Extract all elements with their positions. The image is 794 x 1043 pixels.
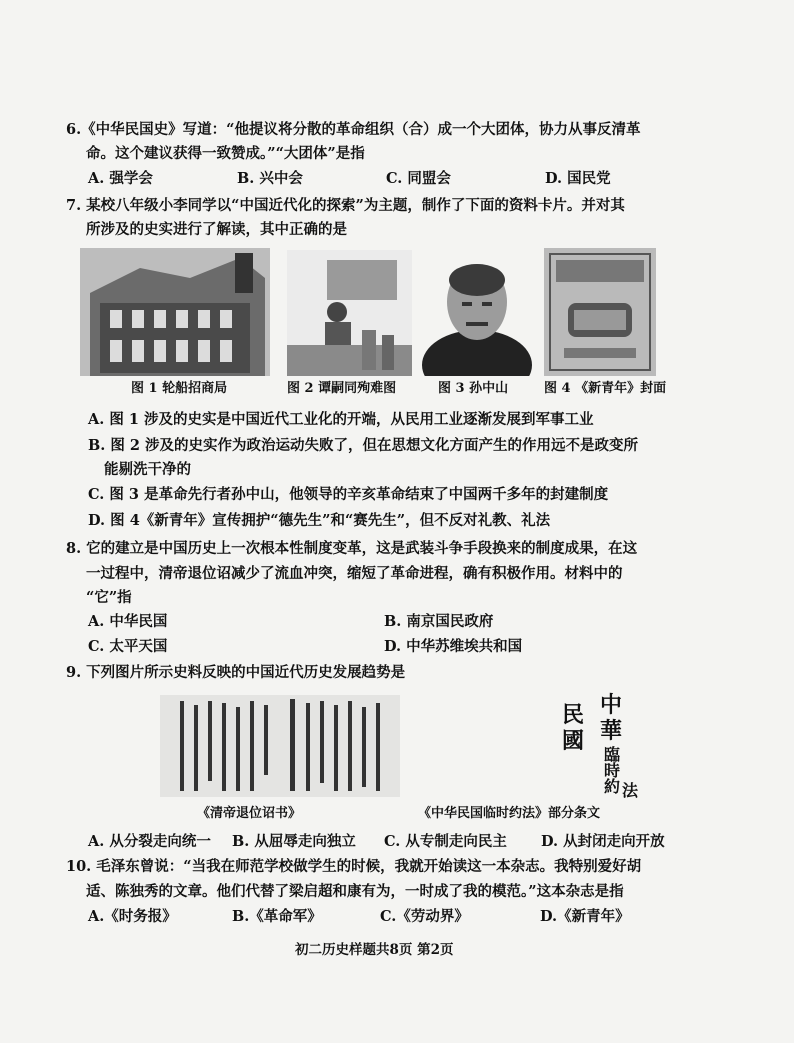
q7-option-a: A. 图 1 涉及的史实是中国近代工业化的开端，从民用工业逐渐发展到军事工业 <box>88 411 594 428</box>
q9-option-b: B. 从屈辱走向独立 <box>232 833 356 850</box>
q10-option-a: A.《时务报》 <box>88 908 177 925</box>
building-photo <box>80 248 270 376</box>
q6-option-c: C. 同盟会 <box>386 170 451 187</box>
q9-line1: 9. 下列图片所示史料反映的中国近代历史发展趋势是 <box>66 664 406 681</box>
abdication-edict-image <box>160 695 400 797</box>
q7-option-b-cont: 能剔洗干净的 <box>104 461 191 478</box>
q8-line1: 8. 它的建立是中国历史上一次根本性制度变革，这是武装斗争手段换来的制度成果，在这 <box>66 540 638 557</box>
q6-option-a: A. 强学会 <box>88 170 153 187</box>
q6-option-b: B. 兴中会 <box>237 170 303 187</box>
q8-line3: “它”指 <box>86 589 132 606</box>
provisional-constitution-image <box>552 688 644 798</box>
fig4-caption: 图 4 《新青年》封面 <box>544 381 667 396</box>
fig1-caption: 图 1 轮船招商局 <box>131 381 228 396</box>
q10-option-b: B.《革命军》 <box>232 908 322 925</box>
edict-caption: 《清帝退位诏书》 <box>197 806 302 821</box>
q7-line1: 7. 某校八年级小李同学以“中国近代化的探索”为主题，制作了下面的资料卡片。并对其 <box>66 197 625 214</box>
fig3-caption: 图 3 孙中山 <box>438 381 509 396</box>
q6-option-d: D. 国民党 <box>545 170 611 187</box>
q8-option-c: C. 太平天国 <box>88 638 168 655</box>
calligraphy-min: 民 <box>562 702 585 728</box>
q9-option-d: D. 从封闭走向开放 <box>541 833 665 850</box>
q9-option-c: C. 从专制走向民主 <box>384 833 507 850</box>
page-footer: 初二历史样题共8页 第2页 <box>295 942 454 958</box>
q6-line2: 命。这个建议获得一致赞成。”“大团体”是指 <box>86 145 365 162</box>
calligraphy-hua: 華 <box>600 718 623 744</box>
q10-line1: 10. 毛泽东曾说：“当我在师范学校做学生的时候，我就开始读这一本杂志。我特别爱好胡 <box>66 858 642 875</box>
q10-option-c: C.《劳动界》 <box>380 908 469 925</box>
calligraphy-yue: 約 <box>604 777 621 796</box>
constitution-caption: 《中华民国临时约法》部分条文 <box>418 806 601 821</box>
q6-line1: 6.《中华民国史》写道：“他提议将分散的革命组织（合）成一个大团体，协力从事反清革 <box>66 121 641 138</box>
fig1-image <box>80 248 270 376</box>
q10-line2: 适、陈独秀的文章。他们代替了梁启超和康有为，一时成了我的模范。”这本杂志是指 <box>86 883 624 900</box>
q10-option-d: D.《新青年》 <box>540 908 630 925</box>
fig2-caption: 图 2 谭嗣同殉难图 <box>287 381 397 396</box>
calligraphy-zhong: 中 <box>600 692 623 718</box>
fig2-image <box>287 250 412 376</box>
q8-option-d: D. 中华苏维埃共和国 <box>384 638 523 655</box>
calligraphy-lin: 臨 <box>604 745 621 764</box>
fig3-image <box>420 250 534 376</box>
q7-option-b: B. 图 2 涉及的史实作为政治运动失败了，但在思想文化方面产生的作用远不是政变所 <box>88 437 639 454</box>
new-youth-cover <box>544 248 656 376</box>
q7-line2: 所涉及的史实进行了解读，其中正确的是 <box>86 221 347 238</box>
q9-option-a: A. 从分裂走向统一 <box>88 833 211 850</box>
calligraphy-shi: 時 <box>604 761 621 780</box>
edict-document <box>160 695 400 797</box>
sun-yat-sen-portrait <box>420 250 534 376</box>
q7-option-d: D. 图 4《新青年》宣传拥护“德先生”和“赛先生”，但不反对礼教、礼法 <box>88 512 551 529</box>
calligraphy-guo: 國 <box>562 728 585 754</box>
q8-option-a: A. 中华民国 <box>88 613 168 630</box>
q8-option-b: B. 南京国民政府 <box>384 613 494 630</box>
fig4-image <box>544 248 656 376</box>
calligraphy-fa: 法 <box>622 781 639 798</box>
tan-sitong-illustration <box>287 250 412 376</box>
q8-line2: 一过程中，清帝退位诏减少了流血冲突，缩短了革命进程，确有积极作用。材料中的 <box>86 565 623 582</box>
q7-option-c: C. 图 3 是革命先行者孙中山，他领导的辛亥革命结束了中国两千多年的封建制度 <box>88 486 609 503</box>
